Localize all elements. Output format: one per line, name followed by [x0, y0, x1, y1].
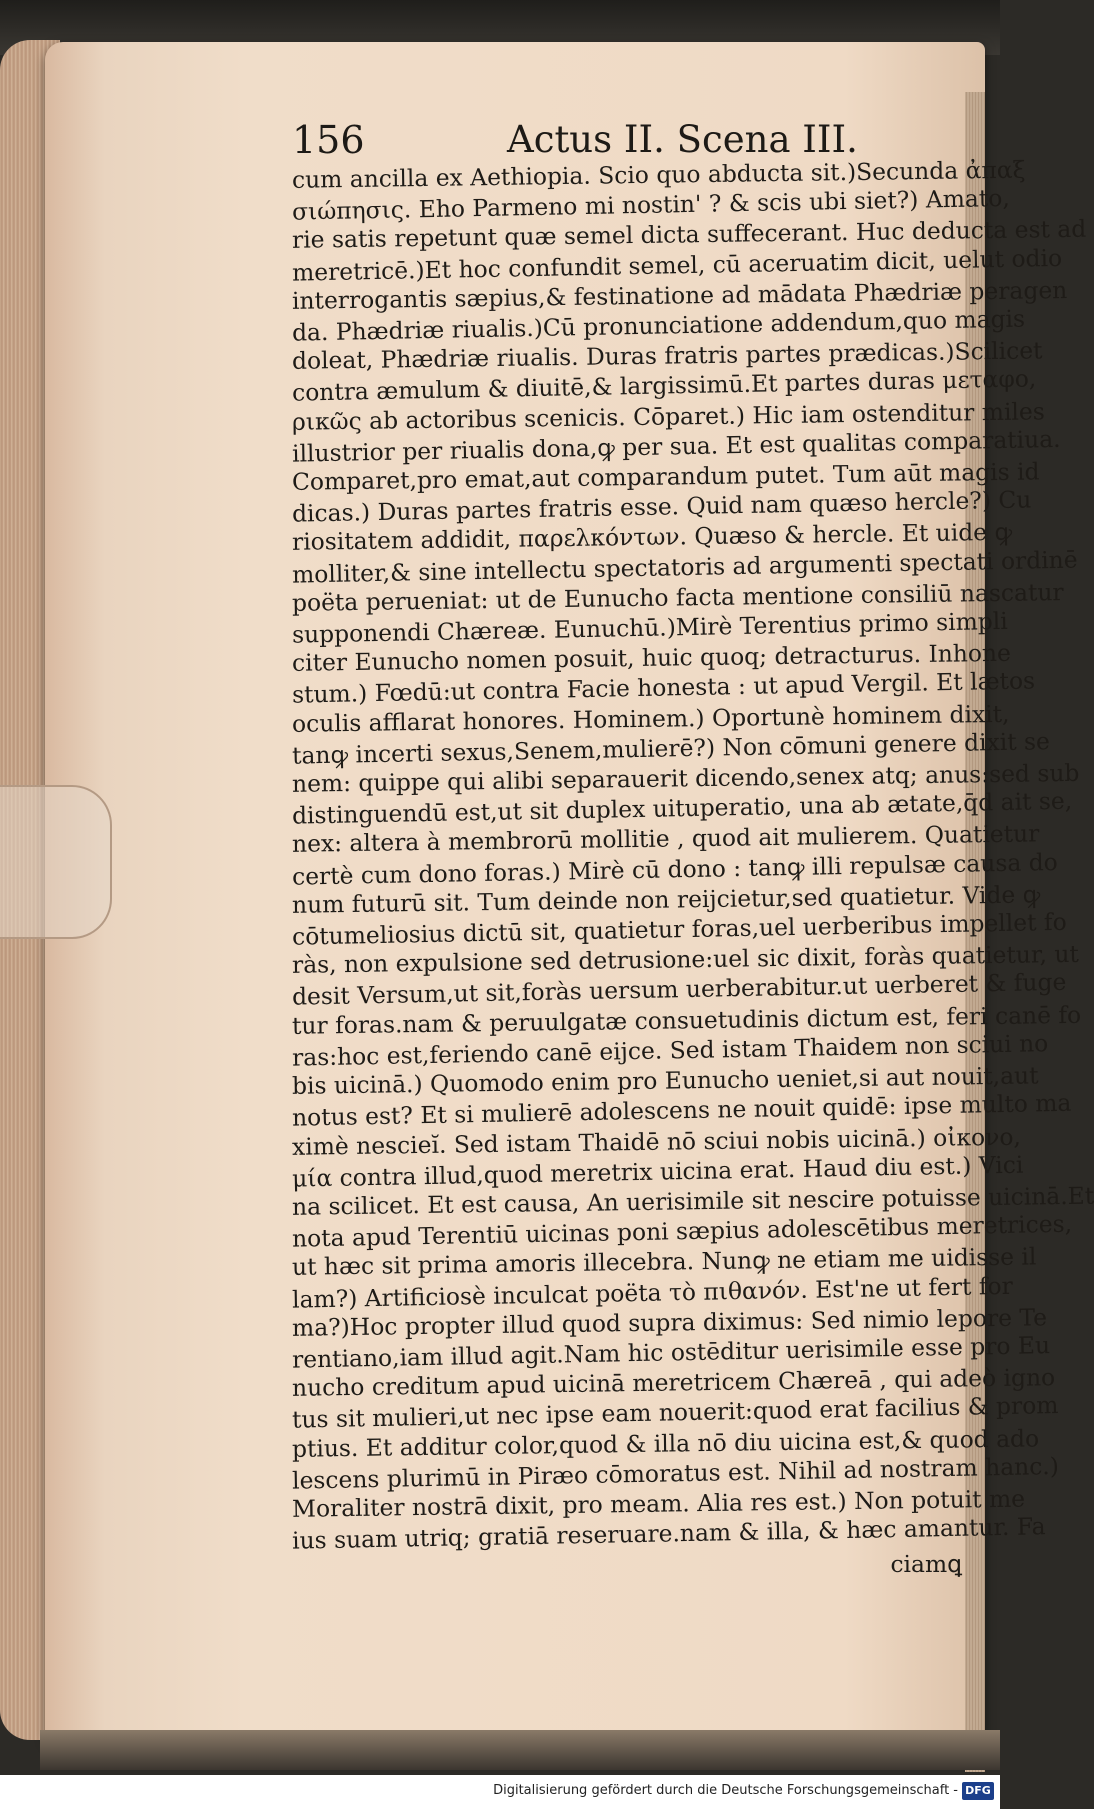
text-line: Comparet,pro emat,aut comparandum putet. Tum aūt magis id	[291, 457, 1040, 496]
text-line: ρικῶς ab actoribus scenicis. Cōparet.) Hic iam ostenditur miles	[291, 396, 1045, 436]
text-line: ma?)Hoc propter illud quod supra diximus: Sed nimio lepore Te	[291, 1302, 1048, 1342]
text-line: nem: quippe qui alibi separauerit dicendo,senex atq; anus:sed sub	[291, 758, 1080, 798]
text-line: nucho creditum apud uicinā meretricem Chæreā , qui adeò igno	[291, 1363, 1056, 1402]
text-line: interrogantis sæpius,& festinatione ad mādata Phædriæ peragen	[291, 275, 1068, 315]
text-line: Moraliter nostrā dixit, pro meam. Alia res est.) Non potuit me	[291, 1484, 1026, 1523]
text-line: riositatem addidit, παρελκόντων. Quæso & hercle. Et uide ꝙ	[291, 518, 1013, 557]
text-line: cum ancilla ex Aethiopia. Scio quo abducta sit.)Secunda ἀπαξ	[291, 155, 1026, 194]
text-line: distinguendū est,ut sit duplex uituperatio, una ab ætate,q̄d ait se,	[291, 786, 1073, 830]
text-line: ptius. Et additur color,quod & illa nō diu uicina est,& quod ado	[291, 1423, 1040, 1463]
text-line: ut hæc sit prima amoris illecebra. Nunꝙ ne etiam me uidisse il	[291, 1242, 1037, 1282]
text-line: ras:hoc est,feriendo canē eijce. Sed istam Thaidem non sciui no	[291, 1028, 1049, 1072]
text-line: tur foras.nam & peruulgatæ consuetudinis dictum est, feri canē fo	[291, 1000, 1082, 1040]
text-line: certè cum dono foras.) Mirè cū dono : tanꝙ illi repulsæ causa do	[291, 847, 1059, 891]
text-line: cōtumeliosius dictū sit, quatietur foras,uel uerberibus impellet fo	[291, 907, 1067, 951]
text-line: na scilicet. Et est causa, An uerisimile sit nescire potuisse uicinā.Et	[291, 1181, 1094, 1221]
running-head: Actus II. Scena III.	[507, 118, 858, 161]
text-line: da. Phædriæ riualis.)Cū pronunciatione addendum,quo magis	[291, 304, 1026, 347]
page-number: 156	[292, 118, 365, 162]
text-line: doleat, Phædriæ riualis. Duras fratris partes prædicas.)Scilicet	[291, 336, 1043, 376]
text-line: dicas.) Duras partes fratris esse. Quid nam quæso hercle?) Cu	[291, 485, 1032, 528]
text-line: stum.) Fœdū:ut contra Facie honesta : ut apud Vergil. Et lætos	[291, 666, 1036, 710]
text-line: notus est? Et si mulierē adolescens ne nouit quidē: ipse multo ma	[291, 1088, 1072, 1132]
text-line: nex: altera à membrorū mollitie , quod ait mulierem. Quatietur	[291, 819, 1040, 859]
catchword: ciamꝗ	[890, 1550, 962, 1579]
text-line: μία contra illud,quod meretrix uicina erat. Haud diu est.) Vici	[291, 1150, 1024, 1193]
text-line: meretricē.)Et hoc confundit semel, cū aceruatim dicit, uelut odio	[291, 243, 1063, 287]
text-line: illustrior per riualis dona,ꝙ per sua. Et est qualitas comparatiua.	[291, 424, 1061, 468]
text-line: tus sit mulieri,ut nec ipse eam nouerit:quod erat facilius & prom	[291, 1391, 1059, 1434]
text-line: desit Versum,ut sit,foràs uersum uerberabitur.ut uerberet & fuge	[291, 968, 1067, 1012]
text-line: lescens plurimū in Piræo cōmoratus est. Nihil ad nostram hanc.)	[291, 1451, 1060, 1495]
text-line: nota apud Terentiū uicinas poni sæpius adolescētibus meretrices,	[291, 1209, 1073, 1253]
text-line: lam?) Artificiosè inculcat poëta τὸ πιθανόν. Est'ne ut fert for	[291, 1271, 1014, 1314]
text-line: ximè nescieĭ. Sed istam Thaidē nō sciui nobis uicinā.) οἰκονο,	[291, 1122, 1022, 1161]
text-line: ius suam utriq; gratiā reseruare.nam & illa, & hæc amantur. Fa	[291, 1512, 1046, 1555]
text-line: rentiano,iam illud agit.Nam hic ostēditur uerisimile esse pro Eu	[291, 1330, 1051, 1374]
page-clip	[0, 785, 112, 939]
text-line: supponendi Chæreæ. Eunuchū.)Mirè Terentius primo simpli	[291, 606, 1008, 649]
text-line: contra æmulum & diuitē,& largissimū.Et partes duras μεταφο,	[291, 364, 1037, 408]
text-line: num futurū sit. Tum deinde non reijcietur,sed quatietur. Vide ꝙ	[291, 880, 1041, 919]
text-lines	[291, 155, 1094, 1555]
funding-credit: Digitalisierung gefördert durch die Deutsche Forschungsgemeinschaft -	[493, 1783, 958, 1798]
text-line: tanꝙ incerti sexus,Senem,mulierē?) Non cōmuni genere dixit se	[291, 726, 1051, 770]
digitization-footer	[0, 1775, 1000, 1809]
dfg-logo: DFG	[962, 1782, 994, 1800]
text-line: oculis afflarat honores. Hominem.) Oportunè hominem dixit,	[291, 699, 1010, 738]
text-line: σιώπησις. Eho Parmeno mi nostin' ? & scis ubi siet?) Amato,	[291, 184, 1011, 226]
text-line: citer Eunucho nomen posuit, huic quoq; detracturus. Inhone	[291, 639, 1012, 678]
text-line: poëta perueniat: ut de Eunucho facta mentione consiliū nascatur	[291, 577, 1064, 617]
commentary-text	[291, 155, 1094, 1580]
text-line: molliter,& sine intellectu spectatoris ad argumenti spectati ordinē	[291, 545, 1078, 589]
book-bottom-edge	[40, 1730, 1000, 1770]
text-line: ràs, non expulsione sed detrusione:uel sic dixit, foràs quatietur, ut	[291, 940, 1079, 980]
text-line: bis uicinā.) Quomodo enim pro Eunucho ueniet,si aut nouit,aut	[291, 1061, 1039, 1100]
text-line: rie satis repetunt quæ semel dicta suffecerant. Huc deducta est ad	[291, 215, 1087, 255]
